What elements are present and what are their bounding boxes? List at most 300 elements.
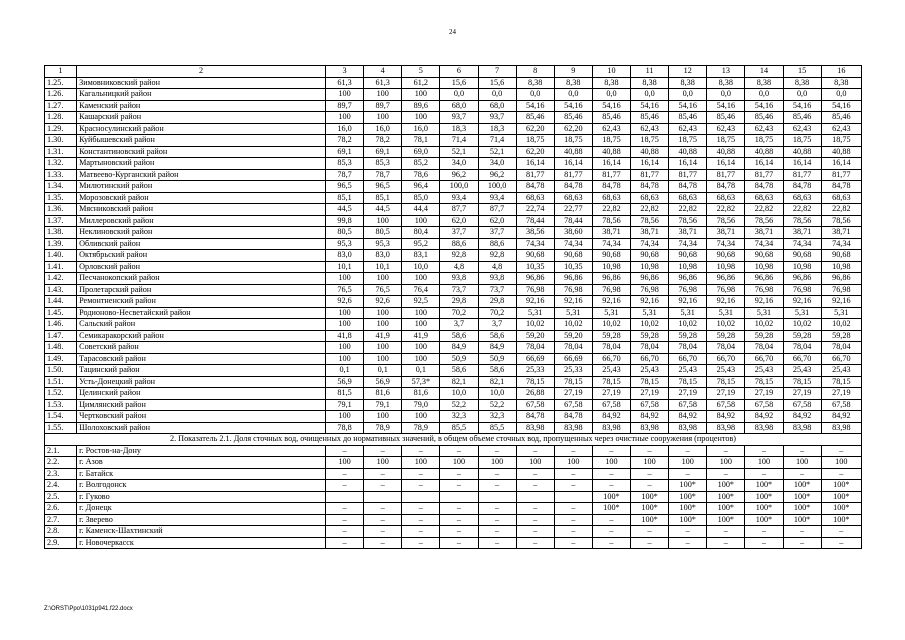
value-cell: 76,98 (783, 284, 821, 296)
value-cell: 81,77 (783, 169, 821, 181)
value-cell: 27,19 (783, 388, 821, 400)
value-cell: 78,56 (631, 215, 669, 227)
value-cell: 40,88 (707, 146, 745, 158)
value-cell: 100 (669, 457, 707, 469)
table-row (45, 169, 862, 181)
value-cell: 10,02 (631, 319, 669, 331)
value-cell: 59,28 (707, 330, 745, 342)
value-cell: 100* (745, 514, 783, 526)
value-cell: 10,98 (821, 261, 861, 273)
value-cell: 5,31 (631, 307, 669, 319)
value-cell: 81,77 (592, 169, 630, 181)
value-cell: – (516, 503, 554, 515)
value-cell: 50,9 (478, 353, 516, 365)
value-cell: 96,86 (631, 273, 669, 285)
territory-name-cell: Красносулинский район (77, 123, 326, 135)
value-cell: 96,86 (745, 273, 783, 285)
value-cell: 38,71 (821, 227, 861, 239)
table-row (45, 135, 862, 147)
territory-name-cell: Кашарский район (77, 112, 326, 124)
value-cell: 92,16 (669, 296, 707, 308)
value-cell: 78,15 (745, 376, 783, 388)
territory-name-cell: Шолоховский район (77, 422, 326, 434)
value-cell: 88,6 (478, 238, 516, 250)
value-cell: – (402, 514, 440, 526)
value-cell: 81,77 (554, 169, 592, 181)
value-cell: 8,38 (821, 77, 861, 89)
value-cell: 78,56 (707, 215, 745, 227)
table-row (45, 250, 862, 262)
value-cell: 22,77 (554, 204, 592, 216)
value-cell: – (783, 468, 821, 480)
value-cell: 0,0 (631, 89, 669, 101)
value-cell: 66,70 (821, 353, 861, 365)
value-cell: 78,04 (745, 342, 783, 354)
value-cell: 25,33 (554, 365, 592, 377)
value-cell: 100 (440, 457, 478, 469)
column-number-cell: 13 (707, 66, 745, 78)
row-number-cell: 1.34. (45, 181, 77, 193)
value-cell: 76,4 (402, 284, 440, 296)
territory-name-cell: Тарасовский район (77, 353, 326, 365)
value-cell: 68,63 (783, 192, 821, 204)
value-cell: 18,75 (821, 135, 861, 147)
value-cell: 93,4 (440, 192, 478, 204)
value-cell: 0,1 (364, 365, 402, 377)
value-cell: 69,1 (364, 146, 402, 158)
row-number-cell: 1.38. (45, 227, 77, 239)
value-cell: – (326, 480, 364, 492)
value-cell: 62,43 (783, 123, 821, 135)
value-cell: 27,19 (707, 388, 745, 400)
value-cell: 27,19 (592, 388, 630, 400)
value-cell: – (516, 480, 554, 492)
value-cell: 3,7 (440, 319, 478, 331)
table-row (45, 204, 862, 216)
value-cell: 37,7 (478, 227, 516, 239)
value-cell: 76,98 (821, 284, 861, 296)
value-cell: 92,8 (440, 250, 478, 262)
territory-name-cell: Морозовский район (77, 192, 326, 204)
row-number-cell: 1.47. (45, 330, 77, 342)
value-cell: 81,6 (364, 388, 402, 400)
value-cell: 62,43 (669, 123, 707, 135)
value-cell: – (402, 526, 440, 538)
territory-name-cell: Матвеево-Курганский район (77, 169, 326, 181)
value-cell: 0,0 (440, 89, 478, 101)
row-number-cell: 1.42. (45, 273, 77, 285)
value-cell: 16,14 (745, 158, 783, 170)
value-cell: – (478, 514, 516, 526)
value-cell: – (326, 526, 364, 538)
value-cell: – (669, 526, 707, 538)
value-cell: – (592, 468, 630, 480)
table-row (45, 376, 862, 388)
value-cell: 10,0 (478, 388, 516, 400)
value-cell: 56,9 (364, 376, 402, 388)
value-cell: 18,75 (669, 135, 707, 147)
value-cell: 85,3 (326, 158, 364, 170)
value-cell: 85,5 (478, 422, 516, 434)
value-cell: 80,4 (402, 227, 440, 239)
value-cell (554, 491, 592, 503)
value-cell: – (402, 480, 440, 492)
value-cell: 100* (707, 491, 745, 503)
value-cell: 54,16 (631, 100, 669, 112)
value-cell: 40,88 (669, 146, 707, 158)
value-cell: 16,0 (402, 123, 440, 135)
value-cell: 100* (592, 491, 630, 503)
value-cell: 78,15 (783, 376, 821, 388)
value-cell: 16,14 (669, 158, 707, 170)
value-cell (326, 491, 364, 503)
value-cell: 79,1 (326, 399, 364, 411)
value-cell: 83,1 (402, 250, 440, 262)
value-cell: 40,88 (783, 146, 821, 158)
value-cell: 85,3 (364, 158, 402, 170)
value-cell: – (440, 514, 478, 526)
value-cell: – (554, 526, 592, 538)
value-cell: 10,98 (783, 261, 821, 273)
column-number-row (45, 66, 862, 78)
table-row (45, 100, 862, 112)
value-cell: 100 (821, 457, 861, 469)
value-cell: 10,98 (631, 261, 669, 273)
value-cell: 78,8 (326, 422, 364, 434)
value-cell: 62,43 (592, 123, 630, 135)
row-number-cell: 1.39. (45, 238, 77, 250)
value-cell: – (783, 445, 821, 457)
value-cell: 83,98 (707, 422, 745, 434)
territory-name-cell: г. Ростов-на-Дону (77, 445, 326, 457)
value-cell: – (745, 537, 783, 549)
value-cell: 41,9 (402, 330, 440, 342)
value-cell: 78,9 (402, 422, 440, 434)
value-cell: 5,31 (554, 307, 592, 319)
row-number-cell: 1.32. (45, 158, 77, 170)
value-cell: 66,70 (592, 353, 630, 365)
value-cell: 84,92 (745, 411, 783, 423)
value-cell: 93,7 (478, 112, 516, 124)
value-cell: – (440, 537, 478, 549)
value-cell: 84,78 (783, 181, 821, 193)
table-row (45, 445, 862, 457)
value-cell: 0,1 (326, 365, 364, 377)
value-cell: 74,34 (592, 238, 630, 250)
value-cell: 90,68 (592, 250, 630, 262)
value-cell: 84,78 (631, 181, 669, 193)
value-cell: 84,78 (516, 181, 554, 193)
value-cell: 78,04 (631, 342, 669, 354)
row-number-cell: 1.41. (45, 261, 77, 273)
value-cell: – (707, 445, 745, 457)
value-cell: 69,1 (326, 146, 364, 158)
value-cell: 16,0 (326, 123, 364, 135)
value-cell: 78,1 (402, 135, 440, 147)
value-cell: 100 (326, 457, 364, 469)
value-cell: 18,75 (783, 135, 821, 147)
value-cell: 85,46 (631, 112, 669, 124)
value-cell: 10,98 (669, 261, 707, 273)
value-cell: 67,58 (783, 399, 821, 411)
value-cell: 83,98 (821, 422, 861, 434)
value-cell: 78,56 (592, 215, 630, 227)
row-number-cell: 2.8. (45, 526, 77, 538)
value-cell: – (440, 503, 478, 515)
value-cell: 90,68 (554, 250, 592, 262)
value-cell: – (631, 445, 669, 457)
territory-name-cell: г. Гуково (77, 491, 326, 503)
value-cell: 78,2 (326, 135, 364, 147)
value-cell: 100 (326, 89, 364, 101)
value-cell: 96,86 (783, 273, 821, 285)
value-cell: – (326, 537, 364, 549)
table-row (45, 112, 862, 124)
value-cell: 25,33 (516, 365, 554, 377)
value-cell: 70,2 (478, 307, 516, 319)
territory-name-cell: Зимовниковский район (77, 77, 326, 89)
value-cell: 100* (783, 514, 821, 526)
value-cell: 69,0 (402, 146, 440, 158)
value-cell: – (516, 468, 554, 480)
indicator-table (44, 65, 862, 549)
row-number-cell: 1.26. (45, 89, 77, 101)
table-row (45, 146, 862, 158)
value-cell: 27,19 (669, 388, 707, 400)
value-cell: 78,04 (554, 342, 592, 354)
value-cell: 16,14 (592, 158, 630, 170)
value-cell: 38,71 (707, 227, 745, 239)
value-cell: 95,2 (402, 238, 440, 250)
value-cell: 84,9 (440, 342, 478, 354)
value-cell: 92,6 (364, 296, 402, 308)
value-cell: 78,15 (516, 376, 554, 388)
value-cell: 3,7 (478, 319, 516, 331)
row-number-cell: 2.5. (45, 491, 77, 503)
value-cell: 66,70 (631, 353, 669, 365)
value-cell: 73,7 (478, 284, 516, 296)
value-cell: – (326, 503, 364, 515)
value-cell: 18,3 (478, 123, 516, 135)
value-cell: 68,63 (516, 192, 554, 204)
value-cell: 100* (745, 480, 783, 492)
value-cell: 96,5 (364, 181, 402, 193)
value-cell: 0,1 (402, 365, 440, 377)
value-cell: 100 (783, 457, 821, 469)
value-cell: 59,20 (516, 330, 554, 342)
value-cell: 58,6 (440, 330, 478, 342)
value-cell: 62,20 (516, 146, 554, 158)
value-cell: 83,98 (745, 422, 783, 434)
value-cell: 59,28 (745, 330, 783, 342)
territory-name-cell: Мясниковский район (77, 204, 326, 216)
value-cell: 100 (592, 457, 630, 469)
value-cell: 84,92 (592, 411, 630, 423)
value-cell: 78,15 (631, 376, 669, 388)
value-cell: – (364, 468, 402, 480)
value-cell: 83,0 (364, 250, 402, 262)
column-number-cell: 10 (592, 66, 630, 78)
value-cell: 81,77 (516, 169, 554, 181)
value-cell: 40,88 (745, 146, 783, 158)
value-cell: 25,43 (631, 365, 669, 377)
value-cell: 38,71 (783, 227, 821, 239)
value-cell: 25,43 (745, 365, 783, 377)
value-cell: 38,56 (516, 227, 554, 239)
value-cell: – (326, 514, 364, 526)
column-number-cell: 7 (478, 66, 516, 78)
value-cell: 100* (821, 514, 861, 526)
value-cell: 100 (745, 457, 783, 469)
table-row (45, 273, 862, 285)
value-cell: – (783, 526, 821, 538)
table-body (45, 66, 862, 549)
value-cell: 92,6 (326, 296, 364, 308)
territory-name-cell: Константиновский район (77, 146, 326, 158)
row-number-cell: 2.7. (45, 514, 77, 526)
value-cell: 10,35 (554, 261, 592, 273)
value-cell: 83,98 (516, 422, 554, 434)
value-cell: 58,6 (478, 330, 516, 342)
table-row (45, 388, 862, 400)
row-number-cell: 2.9. (45, 537, 77, 549)
value-cell: 66,70 (669, 353, 707, 365)
value-cell: 18,3 (440, 123, 478, 135)
value-cell: 32,3 (478, 411, 516, 423)
value-cell: 52,1 (440, 146, 478, 158)
value-cell: 85,2 (402, 158, 440, 170)
value-cell: 10,0 (440, 388, 478, 400)
row-number-cell: 2.3. (45, 468, 77, 480)
value-cell: – (554, 468, 592, 480)
value-cell: 4,8 (478, 261, 516, 273)
value-cell: 54,16 (707, 100, 745, 112)
value-cell: 96,86 (821, 273, 861, 285)
value-cell: 81,5 (326, 388, 364, 400)
table-row (45, 215, 862, 227)
value-cell: 0,0 (554, 89, 592, 101)
value-cell: 78,2 (364, 135, 402, 147)
value-cell: 85,46 (592, 112, 630, 124)
value-cell: 87,7 (478, 204, 516, 216)
value-cell: 8,38 (783, 77, 821, 89)
value-cell: 22,82 (745, 204, 783, 216)
value-cell: 67,58 (631, 399, 669, 411)
row-number-cell: 1.28. (45, 112, 77, 124)
value-cell: – (669, 445, 707, 457)
value-cell: 74,34 (554, 238, 592, 250)
value-cell: 89,6 (402, 100, 440, 112)
value-cell: 76,98 (554, 284, 592, 296)
value-cell: 10,0 (402, 261, 440, 273)
value-cell: 27,19 (745, 388, 783, 400)
value-cell: 100 (364, 457, 402, 469)
value-cell: 10,02 (783, 319, 821, 331)
value-cell: 78,15 (669, 376, 707, 388)
territory-name-cell: Орловский район (77, 261, 326, 273)
value-cell: – (440, 445, 478, 457)
value-cell: 78,56 (745, 215, 783, 227)
value-cell: 62,43 (707, 123, 745, 135)
value-cell: 40,88 (821, 146, 861, 158)
value-cell: 100 (364, 89, 402, 101)
value-cell: 76,98 (631, 284, 669, 296)
value-cell: 96,86 (669, 273, 707, 285)
value-cell: 58,6 (440, 365, 478, 377)
territory-name-cell: Каменский район (77, 100, 326, 112)
value-cell: 67,58 (821, 399, 861, 411)
value-cell: 5,31 (821, 307, 861, 319)
value-cell: 100* (783, 491, 821, 503)
value-cell: 89,7 (364, 100, 402, 112)
value-cell: 10,02 (707, 319, 745, 331)
value-cell: 62,20 (554, 123, 592, 135)
territory-name-cell: Куйбышевский район (77, 135, 326, 147)
row-number-cell: 1.37. (45, 215, 77, 227)
value-cell: 100 (326, 307, 364, 319)
value-cell: 67,58 (592, 399, 630, 411)
value-cell: 5,31 (707, 307, 745, 319)
value-cell: 26,88 (516, 388, 554, 400)
value-cell: 41,9 (364, 330, 402, 342)
value-cell: 78,15 (821, 376, 861, 388)
territory-name-cell: Чертковский район (77, 411, 326, 423)
value-cell: 83,98 (592, 422, 630, 434)
value-cell: 100* (821, 491, 861, 503)
value-cell: 29,8 (478, 296, 516, 308)
value-cell: 84,92 (631, 411, 669, 423)
value-cell: 92,16 (554, 296, 592, 308)
value-cell: 100,0 (478, 181, 516, 193)
value-cell: 52,1 (478, 146, 516, 158)
value-cell: 74,34 (631, 238, 669, 250)
value-cell: 67,58 (707, 399, 745, 411)
value-cell: 40,88 (592, 146, 630, 158)
column-number-cell: 4 (364, 66, 402, 78)
value-cell: – (516, 526, 554, 538)
value-cell: 100* (745, 503, 783, 515)
territory-name-cell: Неклиновский район (77, 227, 326, 239)
value-cell: – (364, 445, 402, 457)
value-cell: 8,38 (669, 77, 707, 89)
table-row (45, 181, 862, 193)
value-cell: 67,58 (745, 399, 783, 411)
value-cell: 66,70 (707, 353, 745, 365)
value-cell: 0,0 (745, 89, 783, 101)
table-row (45, 89, 862, 101)
page-number: 24 (449, 28, 456, 36)
value-cell: 85,46 (745, 112, 783, 124)
value-cell: 93,7 (440, 112, 478, 124)
value-cell: 100* (669, 514, 707, 526)
value-cell: 10,02 (516, 319, 554, 331)
value-cell: 66,70 (783, 353, 821, 365)
value-cell: 85,46 (516, 112, 554, 124)
value-cell: 5,31 (669, 307, 707, 319)
value-cell: 92,8 (478, 250, 516, 262)
value-cell: 93,4 (478, 192, 516, 204)
value-cell: 78,44 (516, 215, 554, 227)
value-cell: 22,82 (783, 204, 821, 216)
value-cell: 16,14 (554, 158, 592, 170)
value-cell: 54,16 (592, 100, 630, 112)
value-cell: – (554, 514, 592, 526)
value-cell: 68,63 (669, 192, 707, 204)
value-cell: 67,58 (554, 399, 592, 411)
value-cell: 62,43 (631, 123, 669, 135)
value-cell: 83,98 (554, 422, 592, 434)
value-cell: 22,82 (821, 204, 861, 216)
